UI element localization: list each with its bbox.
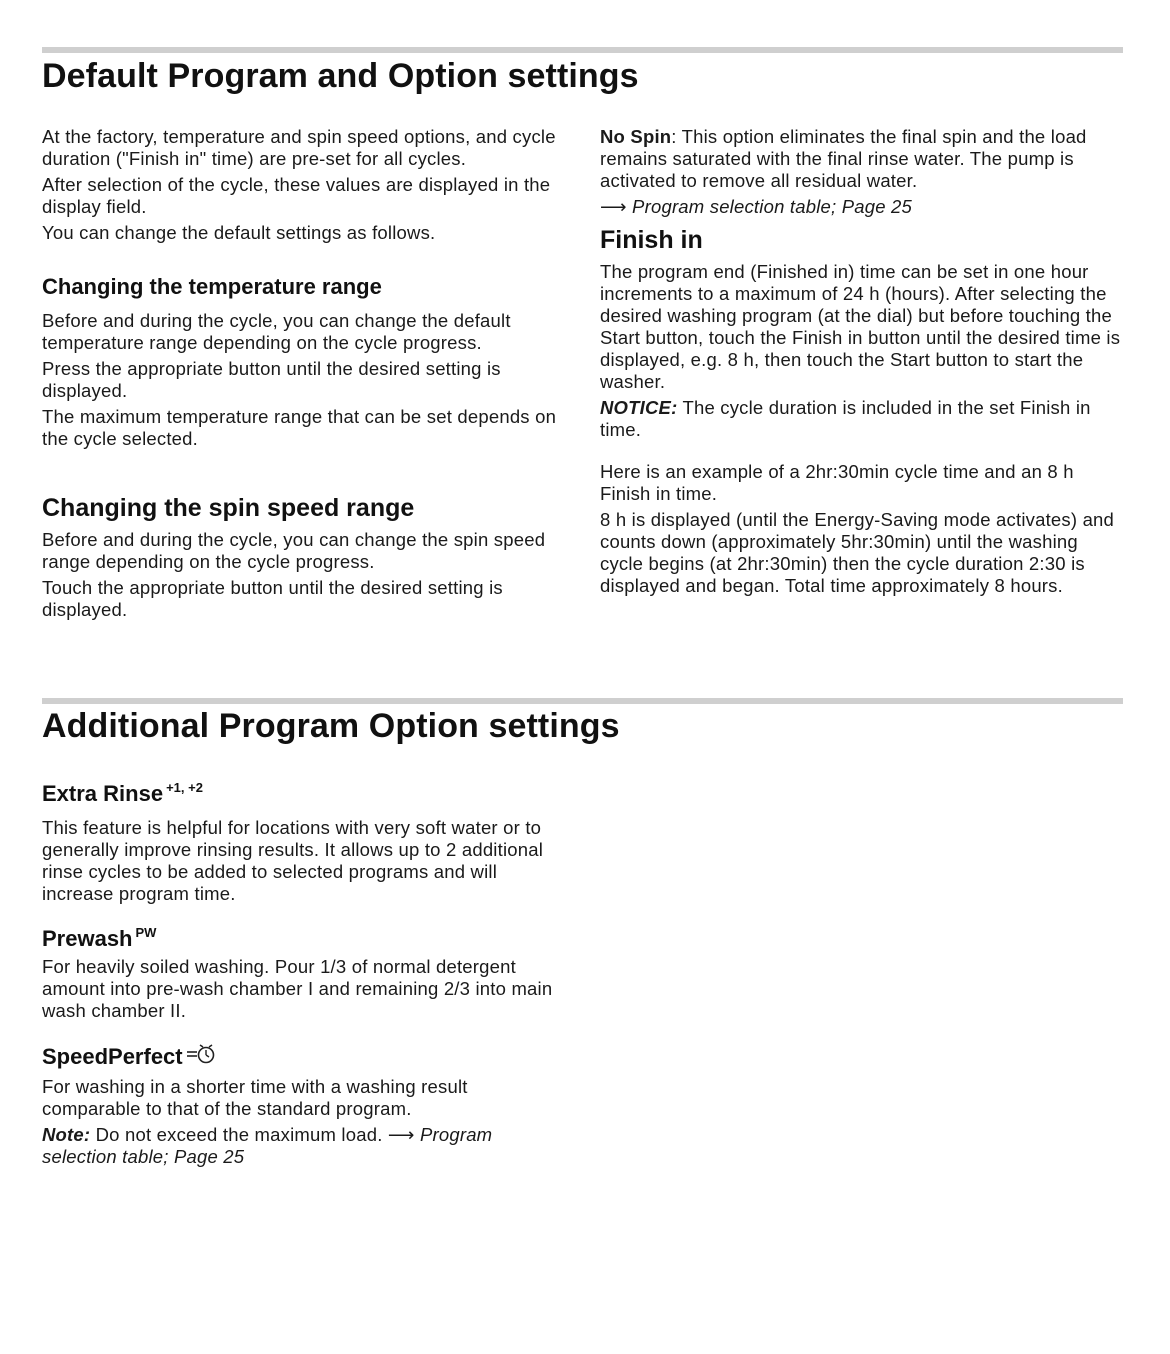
note-text: Do not exceed the maximum load. [90,1124,388,1145]
temperature-heading: Changing the temperature range [42,274,382,299]
spin-paragraph: Touch the appropriate button until the desired setting is displayed. [42,577,503,620]
intro-paragraph: You can change the default settings as follows. [42,222,436,243]
section-title-default: Default Program and Option settings [42,57,639,95]
prewash-paragraph: For heavily soiled washing. Pour 1/3 of normal detergent amount into pre-wash chamber I and remaining 2/3 into main wash chamber II. [42,956,553,1021]
finish-in-paragraph: The program end (Finished in) time can be set in one hour increments to a maximum of 24 h (hours). After selecting the desired washing program (at the dial) but before touching the Start button, touch the Finish in button until the desired time is displayed, e.g. 8 h, then touch the Start button to start the washer. [600,261,1121,392]
intro-paragraph: After selection of the cycle, these values are displayed in the display field. [42,174,551,217]
example-paragraph: Here is an example of a 2hr:30min cycle time and an 8 h Finish in time. [600,461,1074,504]
temperature-paragraph: The maximum temperature range that can be set depends on the cycle selected. [42,406,557,449]
note-reference: ⟶ Program selection table; Page 25 [42,1124,493,1167]
prewash-title: Prewash [42,926,133,951]
notice-text: The cycle duration is included in the set Finish in time. [600,397,1091,440]
speedperfect-paragraph: For washing in a shorter time with a washing result comparable to that of the standard program. [42,1076,468,1119]
no-spin-text: : This option eliminates the final spin and the load remains saturated with the final rinse water. The pump is activated to remove all residual water. [600,126,1087,191]
prewash-symbol: PW [135,925,157,940]
extra-rinse-heading [42,780,567,807]
right-column-default [600,126,1125,601]
prewash-heading [42,925,567,952]
additional-options-column [42,780,567,1172]
speedperfect-icon [186,1042,218,1072]
section-title-additional: Additional Program Option settings [42,707,620,745]
program-table-reference: ⟶ Program selection table; Page 25 [600,196,913,217]
temperature-paragraph: Before and during the cycle, you can change the default temperature range depending on the cycle progress. [42,310,511,353]
spin-section [42,494,567,625]
notice-label: NOTICE: [600,397,678,418]
note-label: Note: [42,1124,91,1145]
temperature-section [42,274,567,454]
speedperfect-heading [42,1042,567,1072]
finish-in-heading: Finish in [600,226,703,254]
intro-paragraph: At the factory, temperature and spin speed options, and cycle duration ("Finish in" time) are pre-set for all cycles. [42,126,556,169]
extra-rinse-symbol: +1, +2 [166,780,203,795]
section-divider-top [42,47,1123,53]
extra-rinse-title: Extra Rinse [42,781,164,806]
no-spin-label: No Spin [600,126,672,147]
section-divider-additional [42,698,1123,704]
spin-heading: Changing the spin speed range [42,494,415,522]
temperature-paragraph: Press the appropriate button until the desired setting is displayed. [42,358,501,401]
notice-paragraph [600,397,1125,441]
left-column-default [42,126,567,248]
example-paragraph: 8 h is displayed (until the Energy-Saving mode activates) and counts down (approximately 5hr:30min) until the washing cycle begins (at 2hr:30min) then the cycle duration 2:30 is displayed and began. Total time approximately 8 hours. [600,509,1115,596]
no-spin-paragraph [600,126,1125,192]
speedperfect-note [42,1124,567,1168]
extra-rinse-paragraph: This feature is helpful for locations with very soft water or to generally improve rinsing results. It allows up to 2 additional rinse cycles to be added to selected programs and will increase program time. [42,817,544,904]
speedperfect-title: SpeedPerfect [42,1044,183,1069]
spin-paragraph: Before and during the cycle, you can change the spin speed range depending on the cycle progress. [42,529,546,572]
